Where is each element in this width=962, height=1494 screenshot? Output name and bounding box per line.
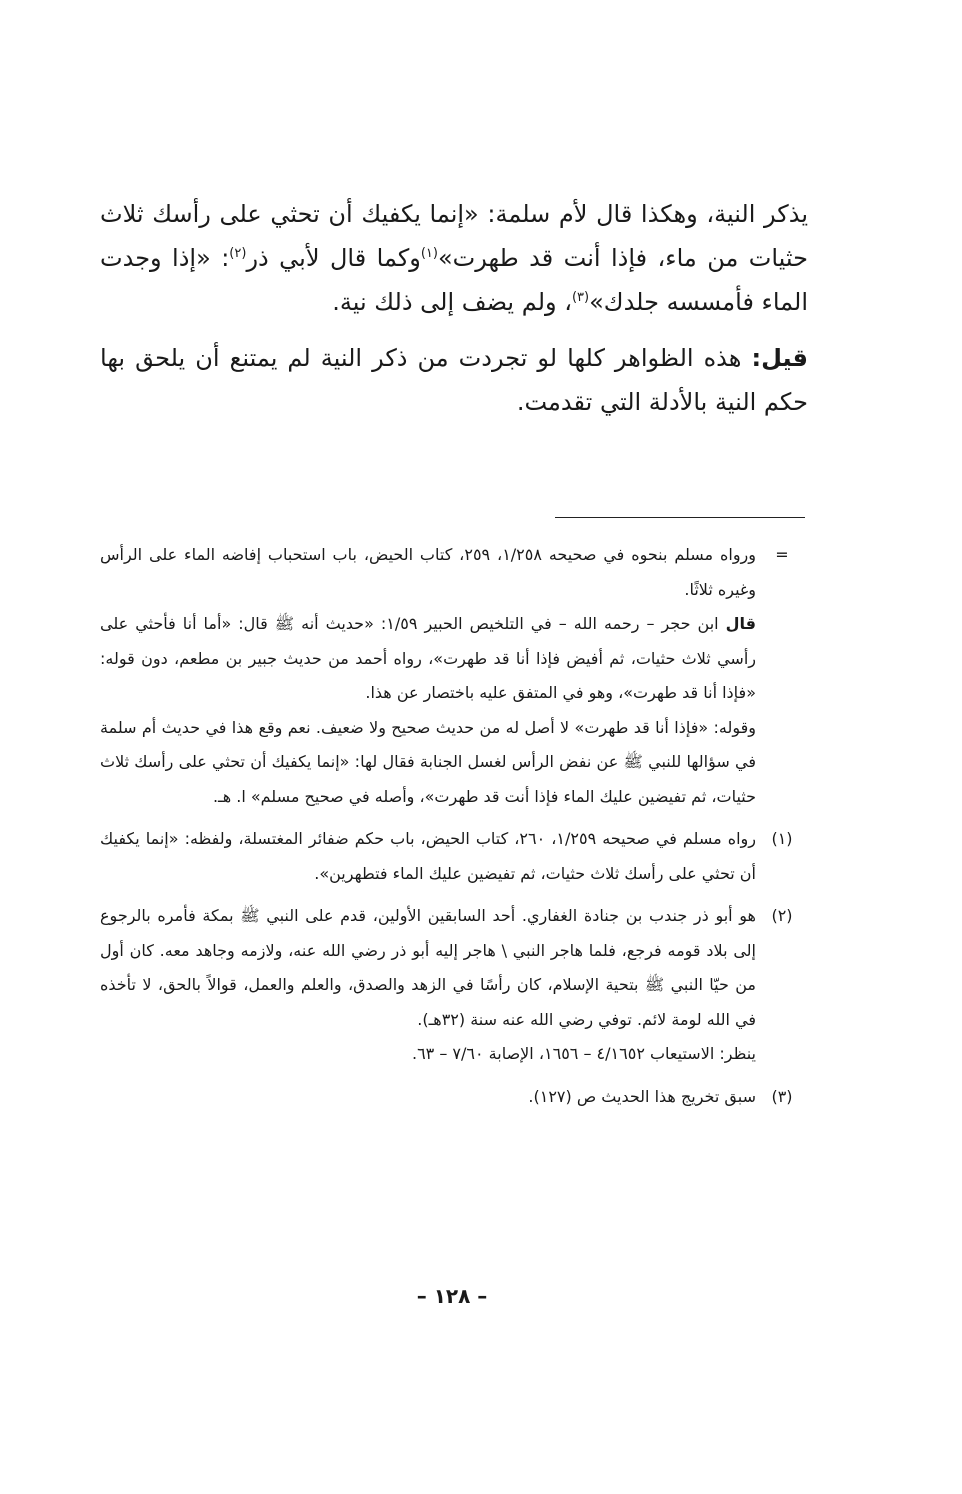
footnote-text: ينظر: الاستيعاب ٤/١٦٥٢ – ١٦٥٦، الإصابة ٧/٦٠ – ٦٣. [411,1044,756,1063]
paragraph-2-label: قيل: [751,344,808,372]
footnote-text: ابن حجر – رحمه الله – في التلخيص الحبير ١/٥٩: «حديث أنه ﷺ قال: «أما أنا فأحثي على رأسي ثلاث حثيات، ثم أفيض فإذا أنا قد طهرت»، رواه أحمد من حديث جبير بن مطعم، دون قوله: «فإذا أنا قد طهرت»، وهو في المتفق عليه باختصار عن هذا. [100,614,756,702]
footnote-paragraph [100,1037,756,1072]
footnote-3 [100,1080,808,1115]
footnote-paragraph [100,822,756,891]
paragraph-2-text: هذه الظواهر كلها لو تجردت من ذكر النية لم يمتنع أن يلحق بها حكم النية بالأدلة التي تقدمت. [100,344,808,416]
footnote-ref-2[interactable]: (٢) [229,246,247,261]
footnote-body [100,1080,756,1115]
footnote-ref-1[interactable]: (١) [420,246,438,261]
footnote-body [100,899,756,1072]
footnotes [100,538,808,1122]
footnote-body [100,538,756,814]
paragraph-1-text-1: يذكر النية، وهكذا قال لأم سلمة: «إنما يكفيك أن تحثي على رأسك ثلاث حثيات من ماء، فإذا أنت قد طهرت» [100,200,808,272]
page-number: – ١٢٨ – [416,1284,488,1308]
paragraph-1-text-2: وكما قال لأبي ذر [246,244,421,272]
footnote-paragraph [100,711,756,815]
footnote-text: سبق تخريج هذا الحديث ص (١٢٧). [528,1086,756,1106]
footnote-separator [555,517,805,518]
footnote-marker: (٣) [771,1086,793,1106]
paragraph-2 [100,336,808,424]
footnote-text: هو أبو ذر جندب بن جنادة الغفاري. أحد السابقين الأولين، قدم على النبي ﷺ بمكة فأمره بالرجوع إلى بلاد قومه فرجع، فلما هاجر النبي \ هاجر إليه أبو ذر رضي الله عنه، ولازمه وجاهد معه. كان أول من حيّا النبي ﷺ بتحية الإسلام، كان رأسًا في الزهد والصدق، والعلم والعمل، قوالاً بالحق، لا تأخذه في الله لومة لائم. توفي رضي الله عنه سنة (٣٢هـ). [100,906,756,1029]
footnote-text: وقوله: «فإذا أنا قد طهرت» لا أصل له من حديث صحيح ولا ضعيف. نعم وقع هذا في حديث أم سلمة في سؤالها للنبي ﷺ عن نفض الرأس لغسل الجنابة فقال لها: «إنما يكفيك أن تحثي على رأسك ثلاث حثيات، ثم تفيضين عليك الماء فإذا أنت قد طهرت»، وأصله في صحيح مسلم» ا. هـ. [100,717,756,806]
main-text [100,192,808,436]
footnote-continued [100,538,808,814]
paragraph-1-text-3: : «إذا وجدت الماء فأمسسه جلدك» [100,244,808,316]
paragraph-1-text-4: ، ولم يضف إلى ذلك نية. [332,288,572,316]
footnote-marker: (١) [771,829,793,848]
footnote-paragraph [100,607,756,711]
footnote-marker: = [775,545,789,564]
footnote-label: قال [725,614,756,633]
footnote-paragraph [100,899,756,1037]
footnote-body [100,822,756,891]
footnote-paragraph [100,538,756,607]
footnote-marker: (٢) [771,906,793,925]
footnote-text: رواه مسلم في صحيحه ١/٢٥٩، ٢٦٠، كتاب الحيض، باب حكم ضفائر المغتسلة، ولفظه: «إنما يكفيك أن تحثي على رأسك ثلاث حثيات، ثم تفيضين عليك الماء فتطهرين». [100,829,757,883]
footnote-ref-3[interactable]: (٣) [571,290,590,305]
footnote-paragraph [100,1080,756,1115]
footnote-1 [100,822,808,891]
footnote-2 [100,899,808,1072]
paragraph-1 [100,192,808,324]
footnote-text: ورواه مسلم بنحوه في صحيحه ١/٢٥٨، ٢٥٩، كتاب الحيض، باب استحباب إفاضه الماء على الرأس وغيره ثلاثًا. [100,545,757,599]
